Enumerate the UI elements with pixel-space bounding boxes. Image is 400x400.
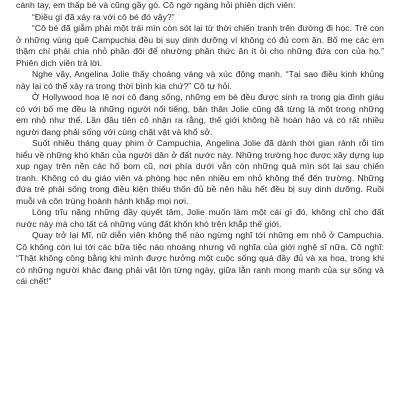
book-page <box>16 0 384 400</box>
paragraph-8: Quay trở lại Mĩ, nữ diễn viên không thể nào ngừng nghĩ tới những em nhỏ ở Campuchia. Cô không còn lui tới các bữa tiệc náo nhoáng nhưng vô nghĩa của giới nghệ sĩ nữa. Cô nghĩ: “Thật không công bằng khi mình được hưởng một cuộc sống quá đầy đủ và xa hoa, trong khi có những người khác đang phải vật lộn từng ngày, giữa lằn ranh mong manh của sự sống và cái chết!” <box>16 230 384 286</box>
paragraph-3: “Cô bé đã giẫm phải một trái mìn còn sót lại từ thời chiến tranh trên đường đi học. Trẻ con ở những vùng quê Campuchia đều bị suy dinh dưỡng vì không có đủ cơm ăn. Bố mẹ các em thậm chí phải chia nhỏ phần đôi để nhường phần thức ăn ít ỏi cho những đứa con của họ.” Phiên dịch viên trả lời. <box>16 23 384 68</box>
paragraph-1: cánh tay, em thấp bé và cũng gầy gò. Cô ngờ ngàng hỏi phiên dịch viên: <box>16 0 296 10</box>
paragraph-2: “Điều gì đã xảy ra với cô bé đó vậy?” <box>32 11 175 22</box>
paragraph-7: Lòng trĩu nặng những đầy quyết tâm, Jolie muốn làm một cái gì đó, không chỉ cho đất nước này mà cho tất cả những vùng đất khốn khó trên khắp thế giới. <box>16 207 384 229</box>
paragraph-4: Nghe vậy, Angelina Jolie thấy choáng váng và xúc động mạnh. “Tại sao điều kinh khủng này lại có thể xảy ra trong thời bình kia chứ?” Cô tự hỏi. <box>16 69 384 91</box>
paragraph-5: Ở Hollywood hoa lệ nơi cô đang sống, những em bé đều được sinh ra trong gia đình giàu có với bố mẹ đều là những người nổi tiếng, bản thân Jolie cũng đã từng là một trong những em nhỏ như thế. Lần đầu tiên cô nhận ra rằng, thế giới không hề hoàn hảo và có rất nhiều người đang phải sống với cùng chật vật và khổ sở. <box>16 92 384 137</box>
paragraph-6: Suốt nhiều tháng quay phim ở Campuchia, Angelina Jolie đã dành thời gian rảnh rỗi tìm hiểu về những khó khăn của người dân ở đất nước này. Những trường học được xây dựng lụp xụp ngay trên nền các hố bom cũ, nơi phía dưới vẫn còn những quả mìn sót lại sau chiến tranh. Không có dụ giáo viên và phòng học nên nhiều em nhỏ không thể đến trường. Những đứa trẻ phải sống trong điều kiện thiếu thốn đủ bề nên hầu hết đều bị suy dinh dưỡng. Ruồi muỗi và côn trùng hoành hành khắp mọi nơi. <box>16 138 384 206</box>
